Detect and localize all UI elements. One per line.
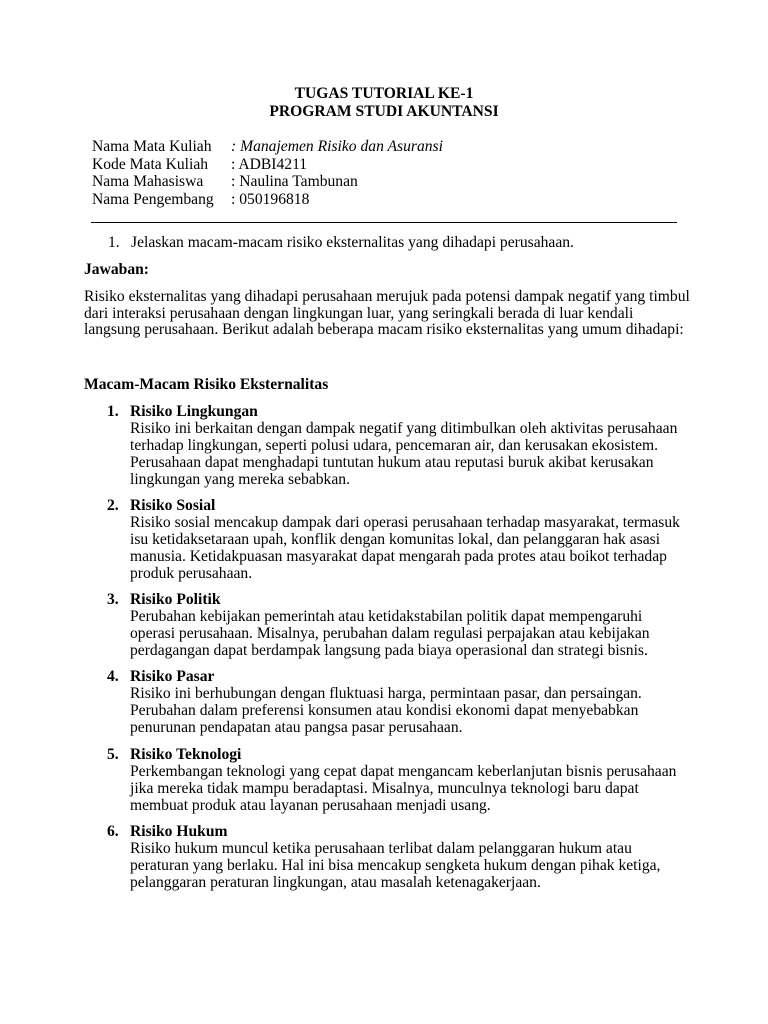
program-title: PROGRAM STUDI AKUNTANSI <box>269 103 499 120</box>
risk-name: Risiko Teknologi <box>130 746 242 763</box>
info-value: : Naulina Tambunan <box>231 173 358 190</box>
risk-name: Risiko Politik <box>130 591 221 608</box>
risk-desc-line: lingkungan yang mereka sebabkan. <box>130 471 350 488</box>
info-label: Kode Mata Kuliah <box>92 155 209 173</box>
risk-description <box>130 840 710 891</box>
risk-description <box>130 514 710 582</box>
question-text: Jelaskan macam-macam risiko eksternalitas yang dihadapi perusahaan. <box>131 234 574 251</box>
question-item <box>108 234 574 252</box>
info-label: Nama Pengembang <box>92 190 214 208</box>
risk-desc-line: Risiko sosial mencakup dampak dari operasi perusahaan terhadap masyarakat, termasuk <box>130 514 680 531</box>
info-value: : ADBI4211 <box>231 155 308 173</box>
risk-desc-line: Risiko ini berkaitan dengan dampak negatif yang ditimbulkan oleh aktivitas perusahaan <box>130 420 678 437</box>
risk-number: 5. <box>107 746 119 763</box>
risk-description <box>130 608 710 659</box>
risk-number: 3. <box>107 591 119 608</box>
risk-number: 2. <box>107 497 119 514</box>
risk-desc-line: terhadap lingkungan, seperti polusi udara, pencemaran air, dan kerusakan ekosistem. <box>130 437 659 454</box>
risk-description <box>130 420 710 488</box>
risk-desc-line: peraturan yang berlaku. Hal ini bisa mencakup sengketa hukum dengan pihak ketiga, <box>130 857 661 874</box>
risk-desc-line: operasi perusahaan. Misalnya, perubahan dalam regulasi perpajakan atau kebijakan <box>130 625 650 642</box>
info-row-student-name <box>92 173 443 191</box>
risk-name: Risiko Lingkungan <box>130 403 258 420</box>
risk-desc-line: Risiko ini berhubungan dengan fluktuasi harga, permintaan pasar, dan persaingan. <box>130 685 642 702</box>
intro-paragraph <box>84 289 694 339</box>
risk-desc-line: Perubahan dalam preferensi konsumen atau kondisi ekonomi dapat menyebabkan <box>130 702 639 719</box>
risk-description <box>130 685 710 736</box>
risk-description <box>130 763 710 814</box>
risk-desc-line: Perkembangan teknologi yang cepat dapat mengancam keberlanjutan bisnis perusahaan <box>130 763 677 780</box>
risk-desc-line: jika mereka tidak mampu beradaptasi. Misalnya, munculnya teknologi baru dapat <box>130 780 639 797</box>
risk-desc-line: isu ketidaksetaraan upah, konflik dengan komunitas lokal, dan pelanggaran hak asasi <box>130 531 661 548</box>
info-label: Nama Mata Kuliah <box>92 138 212 155</box>
info-row-course-name <box>92 138 443 156</box>
risk-number: 4. <box>107 668 119 685</box>
question-number: 1. <box>108 234 120 251</box>
risk-name: Risiko Hukum <box>130 823 228 840</box>
intro-line: langsung perusahaan. Berikut adalah beberapa macam risiko eksternalitas yang umum dihadapi: <box>84 321 684 338</box>
risk-desc-line: Perusahaan dapat menghadapi tuntutan hukum atau reputasi buruk akibat kerusakan <box>130 454 654 471</box>
risk-name: Risiko Sosial <box>130 497 216 514</box>
risk-desc-line: produk perusahaan. <box>130 565 253 582</box>
risk-number: 6. <box>107 823 119 840</box>
risk-desc-line: manusia. Ketidakpuasan masyarakat dapat mengarah pada protes atau boikot terhadap <box>130 548 667 565</box>
info-value: : 050196818 <box>231 190 310 208</box>
intro-line: Risiko eksternalitas yang dihadapi perusahaan merujuk pada potensi dampak negatif yang timbul <box>84 288 690 305</box>
answer-label: Jawaban: <box>84 261 149 278</box>
info-value: : Manajemen Risiko dan Asuransi <box>231 138 443 155</box>
info-row-developer-name <box>92 191 443 209</box>
info-label: Nama Mahasiswa <box>92 173 204 190</box>
course-info-table <box>92 138 443 208</box>
risk-name: Risiko Pasar <box>130 668 215 685</box>
risk-desc-line: membuat produk atau layanan perusahaan menjadi usang. <box>130 797 491 814</box>
risk-desc-line: penurunan pendapatan atau pangsa pasar perusahaan. <box>130 719 463 736</box>
risk-desc-line: perdagangan dapat berdampak langsung pada biaya operasional dan strategi bisnis. <box>130 642 648 659</box>
risk-desc-line: pelanggaran peraturan lingkungan, atau masalah ketenagakerjaan. <box>130 874 541 891</box>
horizontal-divider <box>91 222 677 223</box>
risk-desc-line: Perubahan kebijakan pemerintah atau ketidakstabilan politik dapat mempengaruhi <box>130 608 643 625</box>
section-heading: Macam-Macam Risiko Eksternalitas <box>84 376 329 393</box>
info-row-course-code <box>92 156 443 174</box>
intro-line: dari interaksi perusahaan dengan lingkungan luar, yang seringkali berada di luar kendali <box>84 304 634 322</box>
risk-number: 1. <box>107 403 119 420</box>
document-title: TUGAS TUTORIAL KE-1 <box>294 85 474 102</box>
risk-desc-line: Risiko hukum muncul ketika perusahaan terlibat dalam pelanggaran hukum atau <box>130 840 632 857</box>
